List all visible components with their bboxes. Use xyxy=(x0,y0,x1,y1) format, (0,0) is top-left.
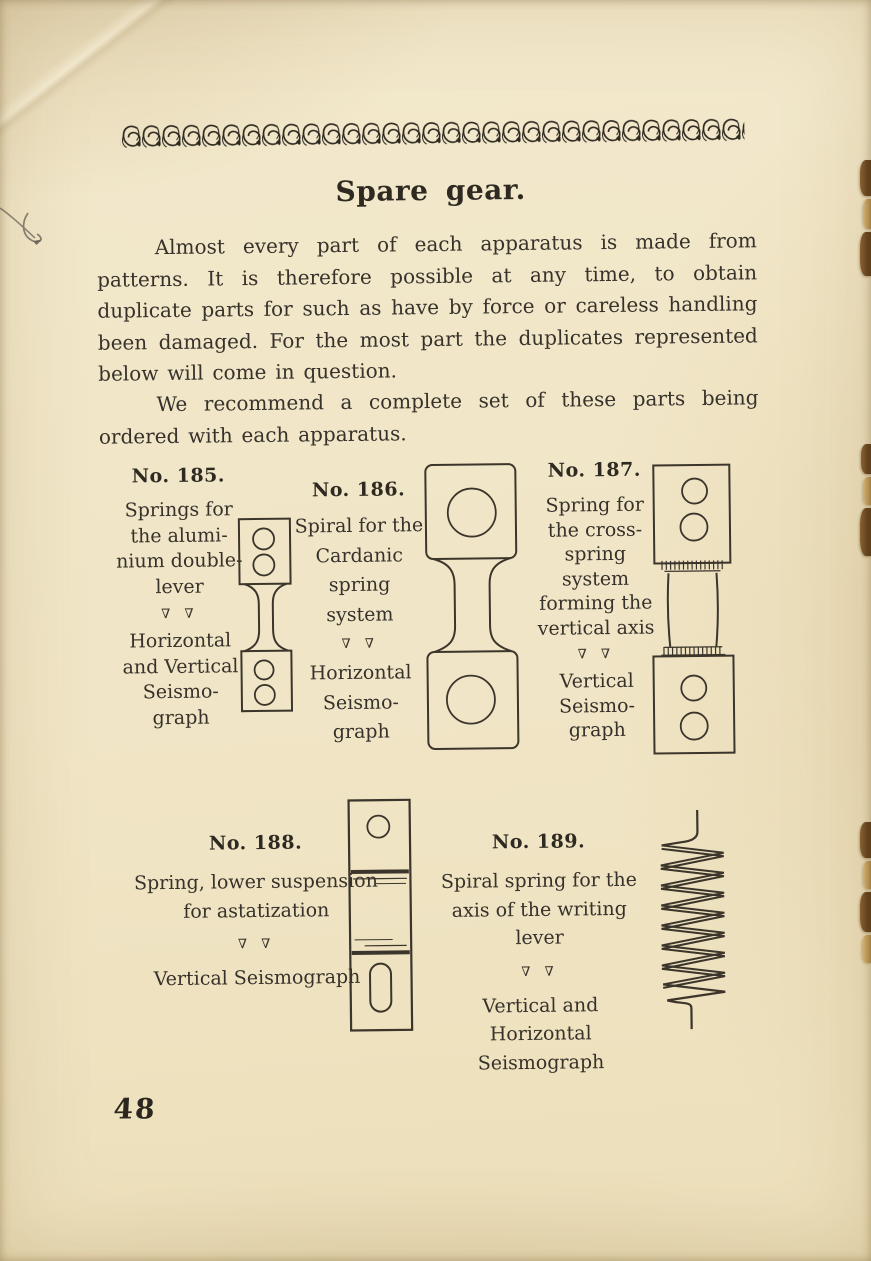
item-187-instrument: Vertical Seismo- graph xyxy=(558,669,636,742)
border-pattern xyxy=(120,117,744,154)
page-number: 48 xyxy=(112,1092,158,1126)
item-185-instrument: Horizontal and Vertical Seismo- graph xyxy=(122,629,239,729)
item-185 xyxy=(104,464,255,732)
item-186-number: No. 186. xyxy=(311,478,406,502)
item-186-divider-ornament: ∇ ∇ xyxy=(341,636,379,653)
item-189 xyxy=(430,830,649,1078)
item-185-number: No. 185. xyxy=(131,464,226,488)
suspension-spring-strip-illustration xyxy=(347,798,415,1032)
item-186 xyxy=(288,478,431,748)
item-187-description: Spring for the cross- spring system forming the vertical axis xyxy=(537,493,655,640)
item-189-divider-ornament: ∇ ∇ xyxy=(521,964,559,980)
item-188-number: No. 188. xyxy=(208,831,303,855)
item-187-divider-ornament: ∇ ∇ xyxy=(577,646,616,663)
item-187 xyxy=(526,458,665,743)
page-title: Spare gear. xyxy=(335,172,526,209)
recommendation-paragraph: We recommend a complete set of these parts being ordered with each apparatus. xyxy=(98,385,759,449)
intro-paragraph: Almost every part of each apparatus is made from patterns. It is therefore possible at any time, to obtain duplicate parts for such as have by force or careless handling been damaged. For the most part the duplicates represented below will come in question. xyxy=(96,228,758,387)
cross-spring-cylinder-illustration xyxy=(647,463,738,757)
item-185-divider-ornament: ∇ ∇ xyxy=(161,606,199,623)
item-189-instrument: Vertical and Horizontal Seismograph xyxy=(477,993,605,1075)
item-188-description: Spring, lower suspension for astatization xyxy=(133,869,379,923)
coil-spring-illustration xyxy=(653,808,734,1032)
item-188-instrument: Vertical Seismograph xyxy=(153,965,361,991)
item-188-divider-ornament: ∇ ∇ xyxy=(237,936,276,953)
item-186-instrument: Horizontal Seismo- graph xyxy=(309,661,412,744)
flat-spring-two-plates-illustration xyxy=(236,516,296,715)
item-187-number: No. 187. xyxy=(547,458,642,482)
item-189-description: Spiral spring for the axis of the writing lever xyxy=(440,868,638,950)
item-186-description: Spiral for the Cardanic spring system xyxy=(294,514,424,626)
item-189-number: No. 189. xyxy=(491,830,586,854)
large-waisted-flat-spring-illustration xyxy=(422,461,522,753)
ornamental-border xyxy=(120,115,744,156)
item-185-description: Springs for the alumi- nium double- lever xyxy=(116,498,243,598)
